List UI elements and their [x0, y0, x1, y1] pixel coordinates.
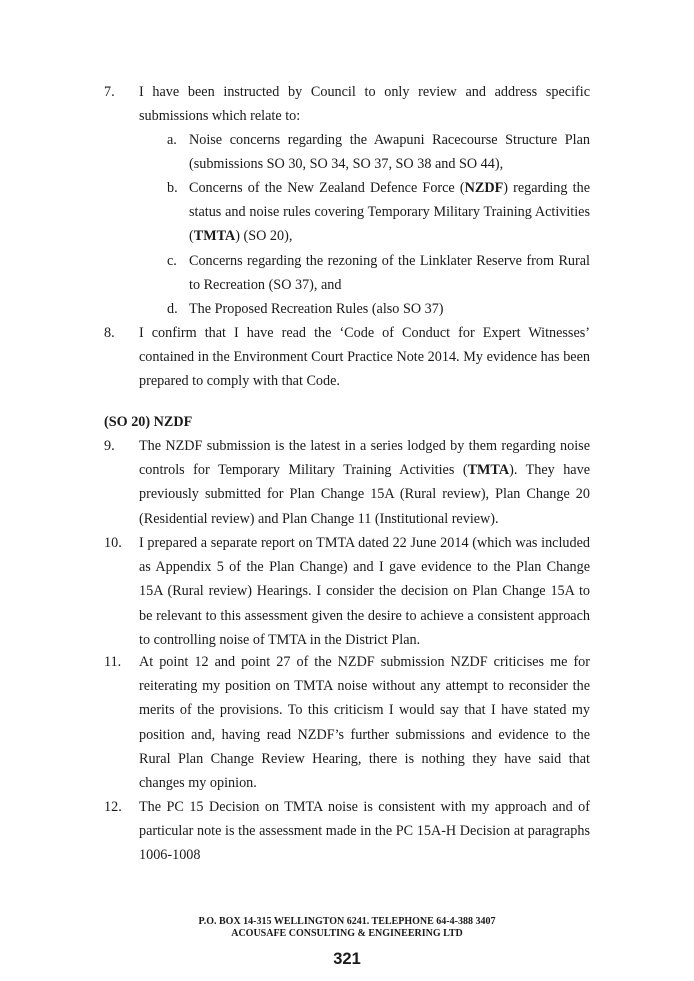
- paragraph-text: The NZDF submission is the latest in a series lodged by them regarding noise controls for Temporary Military Training Activities (TMTA). They have previously submitted for Plan Change 15A (Rural review), Plan Change 20 (Residential review) and Plan Change 11 (Institutional review).: [139, 438, 590, 527]
- list-item-c: [167, 249, 590, 297]
- list-letter: a.: [167, 132, 177, 148]
- paragraph-number: 10.: [104, 535, 122, 551]
- paragraph-text: At point 12 and point 27 of the NZDF submission NZDF criticises me for reiterating my position on TMTA noise without any attempt to reconsider the merits of the provisions. To this criticism I would say that I have stated my position and, having read NZDF’s further submissions and evidence to the Rural Plan Change Review Hearing, there is nothing they have said that changes my opinion.: [139, 654, 590, 792]
- section-heading: (SO 20) NZDF: [104, 414, 193, 430]
- list-text: Noise concerns regarding the Awapuni Racecourse Structure Plan (submissions SO 30, SO 34, SO 37, SO 38 and SO 44),: [189, 132, 590, 173]
- paragraph-7: [104, 80, 590, 128]
- paragraph-number: 11.: [104, 654, 122, 670]
- paragraph-10: [104, 531, 590, 652]
- list-item-b: [167, 176, 590, 249]
- paragraph-text: The PC 15 Decision on TMTA noise is consistent with my approach and of particular note is the assessment made in the PC 15A-H Decision at paragraphs 1006-1008: [139, 799, 590, 864]
- list-item-d: [167, 297, 590, 321]
- paragraph-number: 7.: [104, 84, 115, 100]
- paragraph-11: [104, 650, 590, 795]
- footer-company: ACOUSAFE CONSULTING & ENGINEERING LTD: [231, 928, 463, 939]
- list-letter: b.: [167, 180, 178, 196]
- list-text: Concerns regarding the rezoning of the Linklater Reserve from Rural to Recreation (SO 37), and: [189, 253, 590, 294]
- paragraph-9: [104, 434, 590, 531]
- paragraph-text: I confirm that I have read the ‘Code of Conduct for Expert Witnesses’ contained in the Environment Court Practice Note 2014. My evidence has been prepared to comply with that Code.: [139, 325, 590, 390]
- footer-address: P.O. BOX 14-315 WELLINGTON 6241. TELEPHONE 64-4-388 3407: [198, 916, 496, 927]
- paragraph-text: I prepared a separate report on TMTA dated 22 June 2014 (which was included as Appendix 5 of the Plan Change) and I gave evidence to the Plan Change 15A (Rural review) Hearings. I consider the decision on Plan Change 15A to be relevant to this assessment given the desire to achieve a consistent approach to controlling noise of TMTA in the District Plan.: [139, 535, 590, 648]
- paragraph-number: 12.: [104, 799, 122, 815]
- list-text: The Proposed Recreation Rules (also SO 37): [189, 301, 444, 317]
- list-letter: d.: [167, 301, 178, 317]
- paragraph-text: I have been instructed by Council to only review and address specific submissions which relate to:: [139, 84, 590, 125]
- list-letter: c.: [167, 253, 177, 269]
- paragraph-number: 8.: [104, 325, 115, 341]
- list-text: Concerns of the New Zealand Defence Force (NZDF) regarding the status and noise rules covering Temporary Military Training Activities (TMTA) (SO 20),: [189, 180, 590, 245]
- page-number: 321: [333, 950, 361, 968]
- paragraph-number: 9.: [104, 438, 115, 454]
- paragraph-8: [104, 321, 590, 394]
- paragraph-12: [104, 795, 590, 868]
- list-item-a: [167, 128, 590, 176]
